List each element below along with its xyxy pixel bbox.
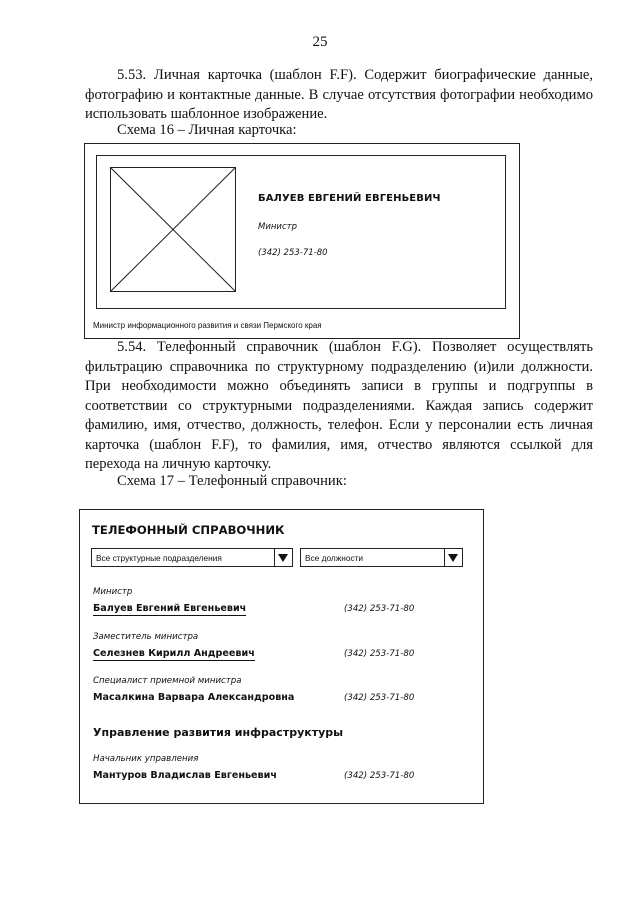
page-number: 25 — [312, 34, 328, 50]
card-person-position: Министр — [258, 222, 297, 232]
entry-position: Специалист приемной министра — [93, 676, 242, 686]
paragraph-5-53 — [85, 66, 593, 125]
position-filter-dropdown-button[interactable] — [444, 549, 462, 566]
card-person-name: БАЛУЕВ ЕВГЕНИЙ ЕВГЕНЬЕВИЧ — [258, 193, 441, 204]
photo-placeholder-icon — [110, 167, 236, 292]
department-filter-dropdown-button[interactable] — [274, 549, 292, 566]
position-filter-select[interactable] — [300, 548, 463, 567]
entry-name-link[interactable]: Селезнев Кирилл Андреевич — [93, 648, 255, 659]
department-filter-select[interactable] — [91, 548, 293, 567]
entry-phone: (342) 253-71-80 — [344, 771, 415, 781]
paragraph-5-54-text: 5.54. Телефонный справочник (шаблон F.G). Позволяет осуществлять фильтрацию справочника по структурному подразделению (и)или должности. При необходимости можно объединять записи в группы и подгруппы в соответствии со структурными подразделениями. Каждая запись содержит фамилию, имя, отчество, должность, телефон. Если у персоналии есть личная карточка (шаблон F.F), то фамилия, имя, отчество являются ссылкой для перехода на личную карточку. — [85, 339, 593, 472]
paragraph-5-54 — [85, 338, 593, 475]
entry-name: Мантуров Владислав Евгеньевич — [93, 770, 277, 781]
paragraph-5-53-text: 5.53. Личная карточка (шаблон F.F). Содержит биографические данные, фотографию и контактные данные. В случае отсутствия фотографии необходимо использовать шаблонное изображение. — [85, 67, 593, 122]
entry-position: Начальник управления — [93, 754, 199, 764]
scheme-16-caption: Схема 16 – Личная карточка: — [117, 122, 297, 138]
department-filter-value: Все структурные подразделения — [96, 553, 222, 563]
entry-name: Масалкина Варвара Александровна — [93, 692, 295, 703]
triangle-down-icon — [448, 554, 458, 562]
department-heading: Управление развития инфраструктуры — [93, 726, 344, 739]
entry-name-link[interactable]: Балуев Евгений Евгеньевич — [93, 603, 247, 614]
entry-phone: (342) 253-71-80 — [344, 649, 415, 659]
position-filter-value: Все должности — [305, 553, 364, 563]
directory-title: ТЕЛЕФОННЫЙ СПРАВОЧНИК — [92, 523, 285, 537]
card-footer-text: Министр информационного развития и связи Пермского края — [93, 321, 322, 330]
entry-position: Министр — [93, 587, 133, 597]
entry-phone: (342) 253-71-80 — [344, 693, 415, 703]
triangle-down-icon — [278, 554, 288, 562]
entry-position: Заместитель министра — [93, 632, 199, 642]
card-person-phone: (342) 253-71-80 — [258, 248, 328, 258]
scheme-17-caption: Схема 17 – Телефонный справочник: — [117, 473, 347, 489]
entry-phone: (342) 253-71-80 — [344, 604, 415, 614]
